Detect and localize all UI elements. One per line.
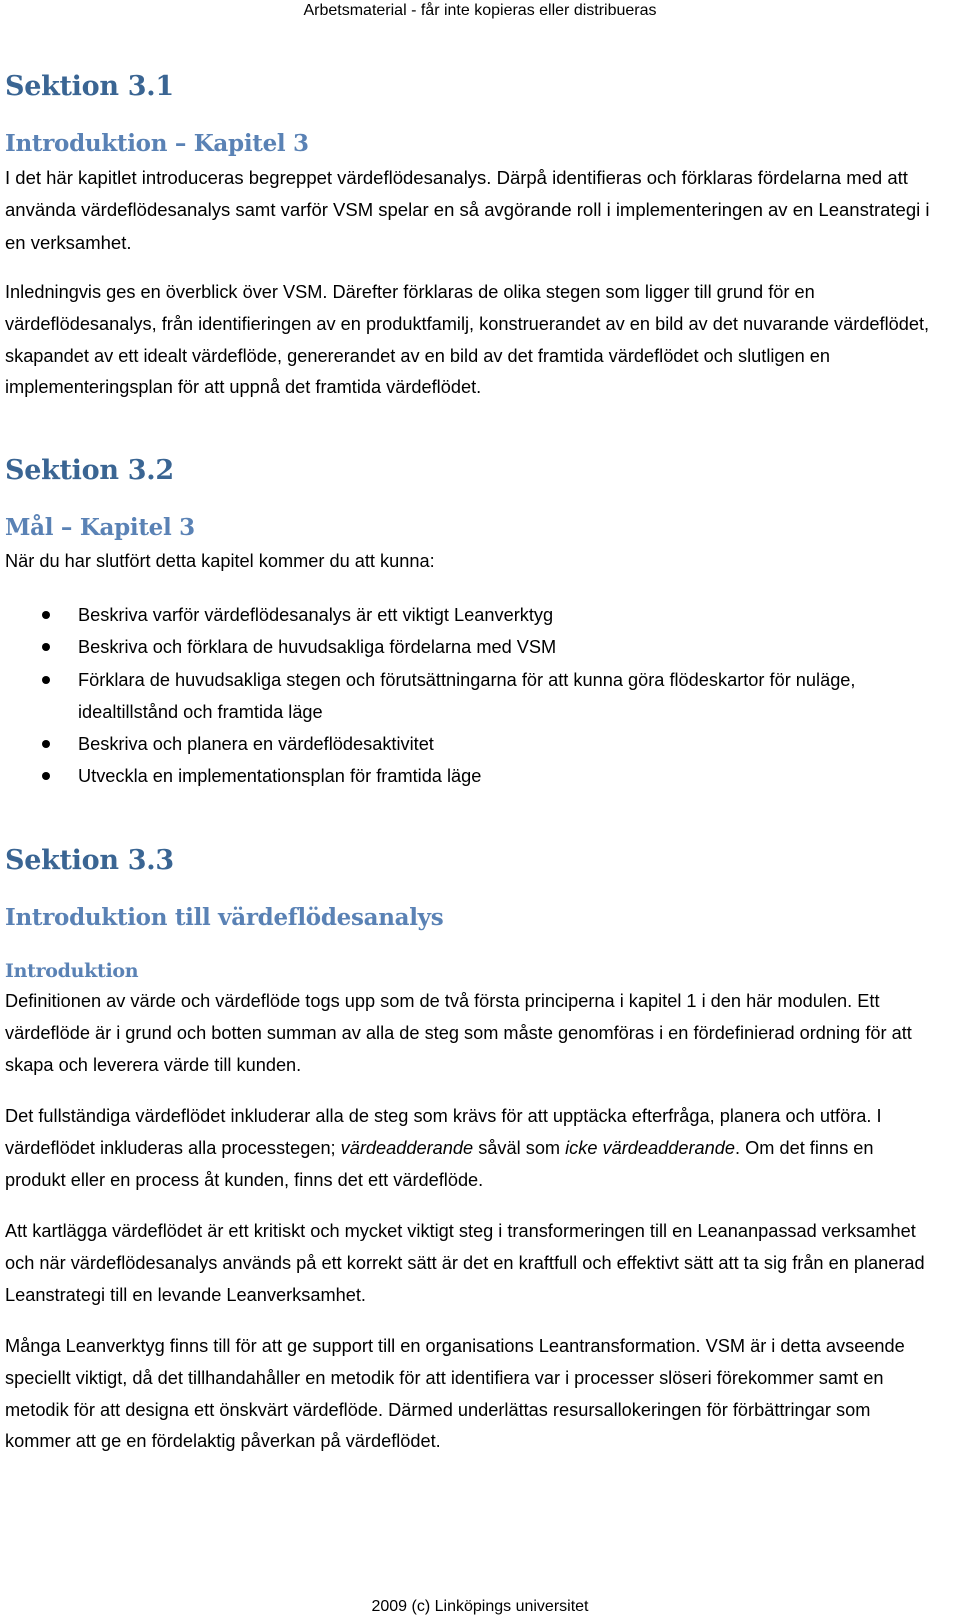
section-3-3-paragraph-4: Många Leanverktyg finns till för att ge support till en organisations Leantransformation. VSM är i detta avseende speciellt viktigt, då det tillhandahåller en metodik för att identifiera var i processer slöseri förekommer samt en metodik för att designa ett önskvärt värdeflöde. Därmed underlättas resursallokeringen för förbättringar som kommer att ge en fördelaktig påverkan på värdeflödet. [5,1336,905,1452]
section-3-1-paragraph-2: Inledningvis ges en överblick över VSM. Därefter förklaras de olika stegen som ligger till grund för en värdeflödesanalys, från identifieringen av en produktfamilj, konstruerandet av en bild av det nuvarande värdeflödet, skapandet av ett idealt värdeflöde, genererandet av en bild av det framtida värdeflödet och slutligen en implementeringsplan för att uppnå det framtida värdeflödet. [5,282,930,398]
goals-list [5,599,915,793]
page-header: Arbetsmaterial - får inte kopieras eller distribueras [303,2,657,19]
section-3-3-paragraph-3: Att kartlägga värdeflödet är ett kritiskt och mycket viktigt steg i transformeringen till en Leananpassad verksamhet och när värdeflödesanalys används på ett korrekt sätt är det en kraftfull och effektivt sätt att ta sig från en planerad Leanstrategi till en levande Leanverksamhet. [5,1221,925,1305]
section-3-3-paragraph-1: Definitionen av värde och värdeflöde togs upp som de två första principerna i kapitel 1 i den här modulen. Ett värdeflöde är i grund och botten summan av alla de steg som måste genomföras i en fördefinierad ordning för att skapa och leverera värde till kunden. [5,991,912,1075]
paragraph-2-text: Det fullständiga värdeflödet inkluderar alla de steg som krävs för att upptäcka efterfråga, planera och utföra. I värdeflödet inkluderas alla processtegen; [5,1106,882,1158]
section-3-1-paragraph-1: I det här kapitlet introduceras begreppet värdeflödesanalys. Därpå identifieras och förklaras fördelarna med att använda värdeflödesanalys samt varför VSM spelar en så avgörande roll i implementeringen av en Leanstrategi i en verksamhet. [5,167,930,253]
introduction-heading: Introduktion [5,960,139,982]
paragraph-2-text: såväl som [473,1137,566,1158]
section-3-3-heading: Sektion 3.3 [5,845,174,876]
bullet-icon [42,676,50,684]
list-item [5,664,915,729]
section-3-1-heading: Sektion 3.1 [5,71,174,102]
list-item [5,760,915,792]
goal-text: Utveckla en implementationsplan för framtida läge [78,766,482,787]
list-item [5,728,915,760]
non-value-adding-term: icke värdeadderande [565,1137,736,1158]
goal-text: Beskriva och planera en värdeflödesaktivitet [78,734,434,755]
list-item [5,599,915,631]
goal-text: Beskriva varför värdeflödesanalys är ett viktigt Leanverktyg [78,605,554,625]
bullet-icon [42,740,50,748]
bullet-icon [42,643,50,651]
bullet-icon [42,772,50,780]
goal-text: Förklara de huvudsakliga stegen och förutsättningarna för att kunna göra flödeskartor för nuläge, idealtillstånd och framtida läge [78,669,856,722]
section-3-3-subheading: Introduktion till värdeflödesanalys [5,904,444,931]
list-item [5,631,915,663]
paragraph-2-text: . Om det finns en produkt eller en process åt kunden, finns det ett värdeflöde. [5,1137,874,1190]
goal-text: Beskriva och förklara de huvudsakliga fördelarna med VSM [78,637,557,658]
bullet-icon [42,611,50,619]
section-3-3-paragraph-2 [5,1101,935,1196]
goals-intro: När du har slutfört detta kapitel kommer du att kunna: [5,551,435,571]
section-3-1-subheading: Introduktion – Kapitel 3 [5,130,309,157]
page-footer: 2009 (c) Linköpings universitet [371,1598,589,1615]
section-3-2-heading: Sektion 3.2 [5,455,174,486]
section-3-2-subheading: Mål – Kapitel 3 [5,514,195,541]
value-adding-term: värdeadderande [340,1137,474,1158]
